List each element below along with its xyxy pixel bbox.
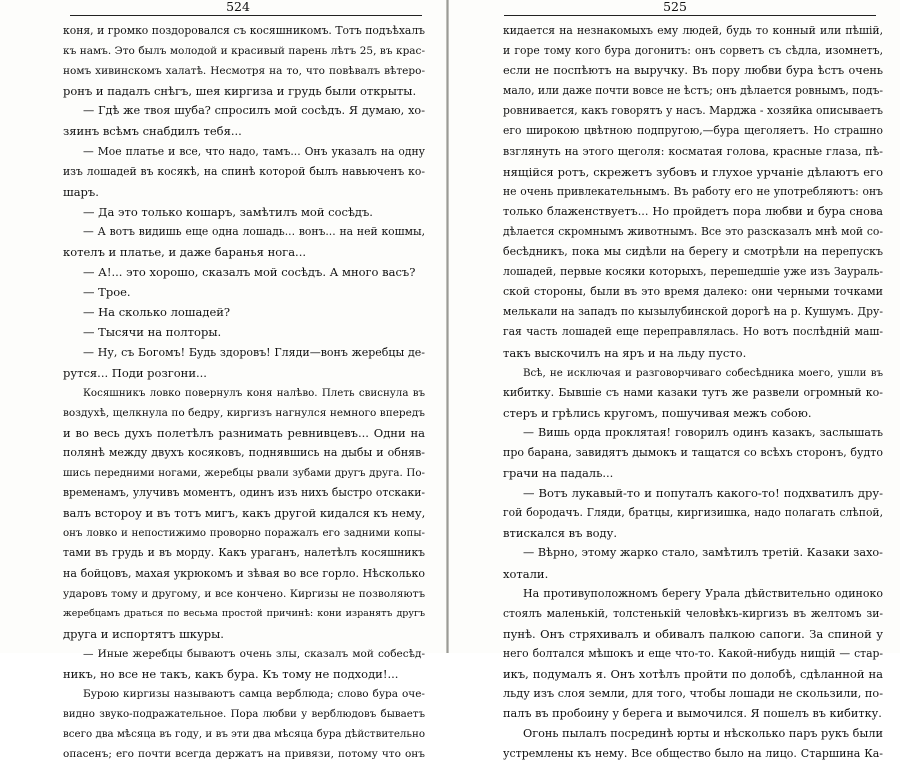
text-line: — На сколько лошадей? bbox=[83, 305, 231, 320]
left-page-number: 524 bbox=[226, 0, 250, 14]
text-line: зяинъ всѣмъ снабдилъ тебя... bbox=[63, 124, 242, 139]
text-line: Косяшникъ ловко повернулъ коня налѣво. Плеть свиснула въ bbox=[83, 386, 425, 399]
text-line: палъ въ пробоину у берега и вымочился. Я пошелъ въ кибитку. bbox=[503, 707, 882, 721]
text-line: него болтался мѣшокъ и еще что-то. Какой-нибудь нищій — стар- bbox=[503, 646, 883, 660]
text-line: опасенъ; его почти всегда держатъ на привязи, потому что онъ bbox=[63, 748, 425, 761]
text-line: и во весь духъ полетѣлъ разнимать ревнивцевъ... Одни на bbox=[63, 425, 425, 440]
text-line: хотали. bbox=[503, 566, 549, 581]
text-line: про барана, завидятъ дымокъ и тащатся со всѣхъ сторонъ, будто bbox=[503, 445, 883, 459]
text-line: — Тысячи на полторы. bbox=[83, 325, 222, 340]
text-line: стеръ и грѣлись кругомъ, пошучивая межъ собою. bbox=[503, 405, 812, 420]
text-line: гой бородачъ. Гляди, братцы, киргизишка, надо полагать слѣпой, bbox=[503, 506, 883, 520]
text-line: рутся... Поди розгони... bbox=[63, 365, 207, 380]
text-line: — Вѣрно, этому жарко стало, замѣтилъ третій. Казаки захо- bbox=[523, 546, 883, 560]
text-line: — Трое. bbox=[83, 285, 131, 300]
text-line: на бойцовъ, махая укрюкомъ и зѣвая во все горло. Нѣсколько bbox=[63, 566, 425, 580]
text-line: — Гдѣ же твоя шуба? спросилъ мой сосѣдъ. Я думаю, хо- bbox=[83, 104, 425, 118]
text-line: Огонь пылалъ посрединѣ юрты и нѣсколько паръ рукъ были bbox=[523, 727, 883, 741]
text-line: мелькали на западъ по кызылубинской дорогѣ на р. Кушумъ. Дру- bbox=[503, 305, 883, 319]
text-line: и горе тому кого бура догонитъ: онъ сорветъ съ сѣдла, изомнетъ, bbox=[503, 44, 883, 58]
text-line: устремлены къ нему. Все общество было на лицо. Старшина Ка- bbox=[503, 747, 883, 761]
text-line: Бурою киргизы называютъ самца верблюда; слово бура оче- bbox=[83, 688, 425, 701]
text-line: его широкою цвѣтною подпругою,—бура щеголяетъ. Но страшно bbox=[503, 124, 883, 138]
text-line: кибитку. Бывшіе съ нами казаки тутъ же развели огромный ко- bbox=[503, 385, 883, 399]
text-line: Всѣ, не исключая и разговорчиваго собесѣдника моего, ушли въ bbox=[523, 366, 883, 379]
right-header-rule bbox=[504, 15, 876, 16]
text-line: не очень привлекательнымъ. Въ работу его не употребляютъ: онъ bbox=[503, 184, 883, 198]
text-line: — Иные жеребцы бываютъ очень злы, сказалъ мой собесѣд- bbox=[83, 647, 425, 660]
text-line: коня, и громко поздоровался съ косяшникомъ. Тотъ подъѣхалъ bbox=[63, 24, 425, 37]
text-line: дѣлается скромнымъ животнымъ. Все это разсказалъ мнѣ мой со- bbox=[503, 224, 883, 238]
text-line: только блаженствуетъ... Но пройдетъ пора любви и бура снова bbox=[503, 204, 883, 218]
text-line: номъ хивинскомъ халатѣ. Несмотря на то, что повѣвалъ вѣтеро- bbox=[63, 65, 425, 78]
text-line: бесѣдникъ, пока мы сидѣли на берегу и смотрѣли на перепускъ bbox=[503, 245, 883, 259]
left-page bbox=[0, 0, 446, 761]
text-line: ровнивается, какъ говорятъ у насъ. Марджа - хозяйка описываетъ bbox=[503, 104, 883, 118]
text-line: воздухѣ, щелкнула по бедру, киргизъ нагнулся немного впередъ bbox=[63, 406, 425, 419]
text-line: ударовъ тому и другому, и все кончено. Киргизы не позволяютъ bbox=[63, 587, 425, 600]
left-header-rule bbox=[70, 15, 422, 16]
text-line: грачи на падаль... bbox=[503, 466, 614, 481]
text-line: ской стороны, были въ это время далеко: они черными точками bbox=[503, 285, 883, 299]
text-line: всего два мѣсяца въ году, и въ эти два мѣсяца бура дѣйствительно bbox=[63, 728, 425, 741]
text-line: — А вотъ видишь еще одна лошадь... вонъ... на ней кошмы, bbox=[83, 224, 425, 238]
text-line: — Вишь орда проклятая! говорилъ одинъ казакъ, заслышать bbox=[523, 425, 883, 439]
text-line: стоялъ маленькій, толстенькій человѣкъ-киргизъ въ желтомъ зи- bbox=[503, 606, 883, 620]
text-line: — Вотъ лукавый-то и попуталъ какого-то! подхватилъ дру- bbox=[523, 486, 883, 501]
text-line: На противуположномъ берегу Урала дѣйствительно одиноко bbox=[523, 586, 883, 600]
text-line: икъ, подумалъ я. Онъ хотѣлъ пройти по долобѣ, сдѣланной на bbox=[503, 667, 883, 681]
text-line: кидается на незнакомыхъ ему людей, будь то конный или пѣшій, bbox=[503, 24, 883, 37]
text-line: если не поспѣютъ на выручку. Въ пору любви бура ѣстъ очень bbox=[503, 64, 883, 78]
text-line: къ намъ. Это былъ молодой и красивый парень лѣтъ 25, въ крас- bbox=[63, 45, 425, 58]
text-line: мало, или даже почти вовсе не ѣстъ; онъ дѣлается ровнымъ, подъ- bbox=[503, 84, 883, 98]
text-line: — Мое платье и все, что надо, тамъ... Онъ указалъ на одну bbox=[83, 144, 425, 158]
text-line: пунѣ. Онъ стряхивалъ и обивалъ палкою сапоги. За спиной у bbox=[503, 626, 883, 641]
right-page bbox=[449, 0, 900, 761]
text-line: друга и испортятъ шкуры. bbox=[63, 626, 224, 641]
text-line: никъ, но все не такъ, какъ бура. Къ тому не подходи!... bbox=[63, 667, 399, 681]
text-line: жеребцамъ драться по весьма простой причинѣ: кони изранятъ другъ bbox=[63, 607, 425, 619]
text-line: лошадей, первые косяки которыхъ, перешедшіе уже изъ Заураль- bbox=[503, 265, 883, 279]
left-page-text bbox=[63, 21, 425, 764]
text-line: изъ лошадей въ косякѣ, на спинѣ которой былъ навьюченъ ко- bbox=[63, 164, 425, 178]
text-line: нящійся ротъ, скрежетъ зубовъ и глухое урчаніе дѣлаютъ его bbox=[503, 164, 883, 179]
text-line: видно звуко-подражательное. Пора любви у верблюдовъ бываетъ bbox=[63, 708, 425, 721]
text-line: онъ ловко и непостижимо проворно поражалъ его задними копы- bbox=[63, 527, 425, 540]
text-line: шись передними ногами, жеребцы рвали зубами другъ друга. По- bbox=[63, 467, 425, 480]
text-line: временамъ, улучивъ моментъ, одинъ изъ нихъ быстро отскаки- bbox=[63, 486, 425, 500]
text-line: — Да это только кошаръ, замѣтилъ мой сосѣдъ. bbox=[83, 204, 373, 219]
right-page-number: 525 bbox=[663, 0, 687, 14]
text-line: ронъ и падалъ снѣгъ, шея киргиза и грудь были открыты. bbox=[63, 84, 417, 99]
text-line: гая часть лошадей еще переправлялась. Но вотъ послѣдній маш- bbox=[503, 325, 883, 339]
text-line: полянѣ между двухъ косяковъ, поднявшись на дыбы и обняв- bbox=[63, 445, 425, 459]
text-line: — Ну, съ Богомъ! Будь здоровъ! Гляди—вонъ жеребцы де- bbox=[83, 345, 425, 359]
text-line: шаръ. bbox=[63, 184, 99, 199]
text-line: взглянуть на этого щеголя: косматая голова, красные глаза, пѣ- bbox=[503, 144, 883, 158]
text-line: такъ выскочилъ на яръ и на льду пусто. bbox=[503, 345, 747, 360]
text-line: — А!... это хорошо, сказалъ мой сосѣдъ. А много васъ? bbox=[83, 265, 416, 280]
text-line: льду изъ слоя земли, для того, чтобы лошади не скользили, по- bbox=[503, 687, 883, 701]
right-page-text bbox=[503, 21, 883, 764]
text-line: тами въ грудь и въ морду. Какъ ураганъ, налетѣлъ косяшникъ bbox=[63, 546, 425, 560]
text-line: втискался въ воду. bbox=[503, 526, 617, 541]
text-line: валъ встороу и въ тотъ мигъ, какъ другой кидался къ нему, bbox=[63, 506, 426, 521]
text-line: котелъ и платье, и даже баранья нога... bbox=[63, 245, 307, 260]
